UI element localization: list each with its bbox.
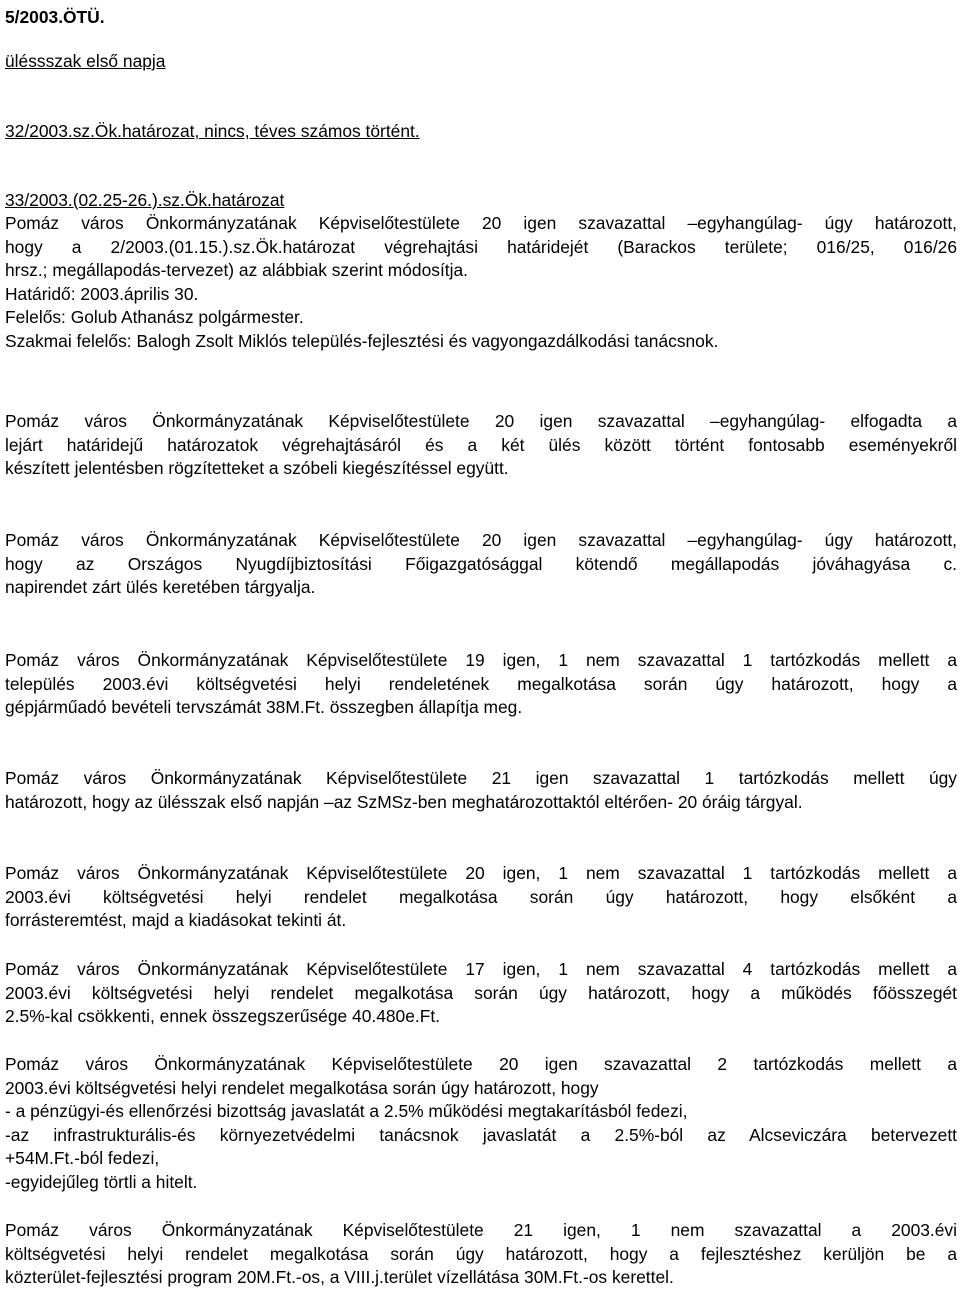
list-item-continuation: +54M.Ft.-ból fedezi, [5,1148,160,1169]
resolution-paragraph-vehicle-tax [5,649,957,720]
paragraph-line: 2003.évi költségvetési helyi rendelet megalkotása során úgy határozott, hogy elsőként a [5,886,957,907]
resolution-paragraph-savings [5,1053,957,1195]
paragraph-line: hogy az Országos Nyugdíjbiztosítási Főigazgatósággal kötendő megállapodás jóváhagyása c. [5,553,957,574]
paragraph-line: település 2003.évi költségvetési helyi rendeletének megalkotása során úgy határozott, hogy a [5,673,957,694]
resolution-paragraph-report [5,410,957,481]
resolution-33-deadline: Határidő: 2003.április 30. [5,283,199,304]
paragraph-line: 2003.évi költségvetési helyi rendelet megalkotása során úgy határozott, hogy [5,1077,599,1098]
paragraph-line: 2003.évi költségvetési helyi rendelet megalkotása során úgy határozott, hogy a működés főösszegét [5,982,957,1003]
list-item: - a pénzügyi-és ellenőrzési bizottság javaslatát a 2.5% működési megtakarításból fedezi, [5,1101,688,1122]
paragraph-line: Pomáz város Önkormányzatának Képviselőtestülete 20 igen szavazattal –egyhangúlag- úgy határozott, [5,530,957,550]
resolution-33-body [5,212,957,354]
paragraph-line: Pomáz város Önkormányzatának Képviselőtestülete 21 igen, 1 nem szavazattal a 2003.évi [5,1220,957,1240]
resolution-33-line: hogy a 2/2003.(01.15.).sz.Ök.határozat végrehajtási határidejét (Barackos területe; 016/25, 016/26 [5,236,957,257]
resolution-33-responsible: Felelős: Golub Athanász polgármester. [5,307,304,328]
resolution-33-line: Pomáz város Önkormányzatának Képviselőtestülete 20 igen szavazattal –egyhangúlag- úgy határozott, [5,213,957,233]
resolution-paragraph-development [5,1219,957,1290]
resolution-32-note: 32/2003.sz.Ök.határozat, nincs, téves számos történt. [5,121,420,141]
resolution-33-title: 33/2003.(02.25-26.).sz.Ök.határozat [5,190,285,210]
resolution-paragraph-budget-order [5,862,957,933]
paragraph-line: forrásteremtést, majd a kiadásokat tekinti át. [5,910,347,931]
resolution-paragraph-closed-session [5,529,957,600]
paragraph-line: Pomáz város Önkormányzatának Képviselőtestülete 17 igen, 1 nem szavazattal 4 tartózkodás mellett a [5,959,957,979]
session-subtitle: üléssszak első napja [5,51,166,71]
list-item: -az infrastrukturális-és környezetvédelmi tanácsnok javaslatát a 2.5%-ból az Alcseviczára betervezett [5,1124,957,1145]
paragraph-line: költségvetési helyi rendelet megalkotása során úgy határozott, hogy a fejlesztéshez kerüljön be a [5,1243,957,1264]
paragraph-line: Pomáz város Önkormányzatának Képviselőtestülete 20 igen szavazattal –egyhangúlag- elfogadta a [5,411,957,431]
paragraph-line: készített jelentésben rögzítetteket a szóbeli kiegészítéssel együtt. [5,458,509,479]
resolution-paragraph-session-length [5,767,957,814]
resolution-33-line: hrsz.; megállapodás-tervezet) az alábbiak szerint módosítja. [5,260,469,281]
paragraph-line: Pomáz város Önkormányzatának Képviselőtestülete 20 igen szavazattal 2 tartózkodás mellett a [5,1054,957,1074]
paragraph-line: Pomáz város Önkormányzatának Képviselőtestülete 20 igen, 1 nem szavazattal 1 tartózkodás mellett a [5,863,957,883]
paragraph-line: közterület-fejlesztési program 20M.Ft.-os, a VIII.j.terület vízellátása 30M.Ft.-os kerettel. [5,1267,674,1288]
resolution-33-professional-responsible: Szakmai felelős: Balogh Zsolt Miklós település-fejlesztési és vagyongazdálkodási tanácsnok. [5,330,719,351]
paragraph-line: 2.5%-kal csökkenti, ennek összegszerűsége 40.480e.Ft. [5,1006,441,1027]
resolution-paragraph-operating-cut [5,958,957,1029]
paragraph-line: határozott, hogy az ülésszak első napján –az SzMSz-ben meghatározottaktól eltérően- 20 óráig tárgyal. [5,791,803,812]
paragraph-line: napirendet zárt ülés keretében tárgyalja. [5,577,316,598]
paragraph-line: Pomáz város Önkormányzatának Képviselőtestülete 19 igen, 1 nem szavazattal 1 tartózkodás mellett a [5,650,957,670]
paragraph-line: lejárt határidejű határozatok végrehajtásáról és a két ülés között történt fontosabb eseményekről [5,434,957,455]
paragraph-line: Pomáz város Önkormányzatának Képviselőtestülete 21 igen szavazattal 1 tartózkodás mellett úgy [5,768,957,788]
document-heading: 5/2003.ÖTÜ. [5,7,105,27]
paragraph-line: gépjárműadó bevételi tervszámát 38M.Ft. összegben állapítja meg. [5,697,523,718]
list-item: -egyidejűleg törtli a hitelt. [5,1171,198,1192]
